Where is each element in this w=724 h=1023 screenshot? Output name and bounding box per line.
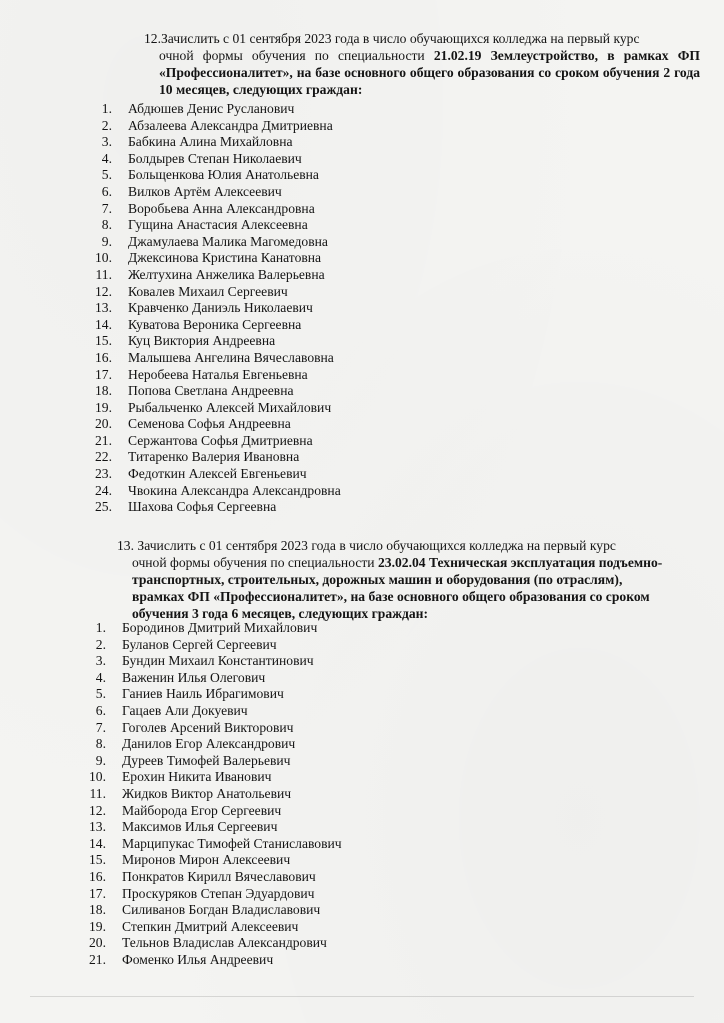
student-name: Сержантова Софья Дмитриевна — [128, 432, 313, 448]
student-name: Максимов Илья Сергеевич — [122, 819, 278, 835]
list-item-number: 20. — [95, 416, 112, 432]
student-name: Важенин Илья Олегович — [122, 669, 266, 685]
section-13-specialty: 23.02.04 Техническая эксплуатация подъемно-транспортных, строительных, дорожных машин и оборудования (по отраслям), врамках ФП «Профессионалитет» — [132, 555, 663, 604]
student-name: Рыбальченко Алексей Михайлович — [128, 399, 332, 415]
student-name: Ерохин Никита Иванович — [122, 769, 272, 785]
student-name: Силиванов Богдан Владиславович — [122, 902, 321, 918]
list-item-number: 2. — [95, 636, 106, 652]
list-item — [76, 101, 476, 118]
list-item-number: 13. — [89, 819, 106, 835]
student-name: Титаренко Валерия Ивановна — [128, 449, 300, 465]
list-item — [76, 151, 476, 168]
student-name: Неробеева Наталья Евгеньевна — [128, 366, 308, 382]
section-13-line1: Зачислить с 01 сентября 2023 года в число обучающихся колледжа на первый курс — [137, 538, 616, 553]
student-name: Больщенкова Юлия Анатольевна — [128, 167, 319, 183]
list-item — [76, 201, 476, 218]
list-item — [70, 952, 470, 969]
student-name: Ковалев Михаил Сергеевич — [128, 283, 288, 299]
list-item — [76, 134, 476, 151]
list-item-number: 10. — [95, 250, 112, 266]
student-name: Майборода Егор Сергеевич — [122, 802, 282, 818]
list-item-number: 17. — [95, 366, 112, 382]
student-name: Данилов Егор Александрович — [122, 736, 296, 752]
list-item-number: 4. — [101, 150, 112, 166]
list-item-number: 5. — [101, 167, 112, 183]
student-name: Джамулаева Малика Магомедовна — [128, 233, 328, 249]
list-item-number: 11. — [95, 266, 112, 282]
list-item — [76, 383, 476, 400]
list-item-number: 12. — [89, 802, 106, 818]
student-name: Малышева Ангелина Вячеславовна — [128, 349, 334, 365]
list-item — [70, 886, 470, 903]
list-item — [70, 703, 470, 720]
list-item-number: 18. — [95, 383, 112, 399]
student-name: Федоткин Алексей Евгеньевич — [128, 466, 307, 482]
list-item-number: 11. — [89, 785, 106, 801]
list-item-number: 20. — [89, 935, 106, 951]
list-item — [76, 284, 476, 301]
page-bottom-edge — [30, 996, 694, 997]
student-name: Бородинов Дмитрий Михайлович — [122, 620, 318, 635]
list-item-number: 7. — [101, 200, 112, 216]
student-name: Миронов Мирон Алексеевич — [122, 852, 291, 868]
list-item-number: 15. — [95, 333, 112, 349]
list-item-number: 13. — [95, 300, 112, 316]
list-item-number: 2. — [101, 117, 112, 133]
student-name: Болдырев Степан Николаевич — [128, 150, 302, 166]
student-name: Куватова Вероника Сергеевна — [128, 316, 302, 332]
section-12-first-line — [144, 30, 704, 47]
list-item — [70, 736, 470, 753]
list-item — [70, 803, 470, 820]
list-item-number: 4. — [95, 669, 106, 685]
student-name: Тельнов Владислав Александрович — [122, 935, 327, 951]
list-item — [76, 167, 476, 184]
list-item — [76, 367, 476, 384]
section-13-student-list — [70, 620, 470, 968]
list-item — [76, 317, 476, 334]
list-item-number: 5. — [95, 686, 106, 702]
section-12-text: очной формы обучения по специальности — [159, 48, 434, 63]
list-item — [70, 769, 470, 786]
list-item-number: 21. — [95, 432, 112, 448]
list-item — [70, 902, 470, 919]
list-item-number: 9. — [95, 752, 106, 768]
student-name: Бундин Михаил Константинович — [122, 653, 314, 669]
list-item — [70, 637, 470, 654]
list-item-number: 14. — [95, 316, 112, 332]
list-item-number: 3. — [101, 134, 112, 150]
list-item — [70, 919, 470, 936]
list-item-number: 1. — [95, 620, 106, 635]
student-name: Абдюшев Денис Русланович — [128, 101, 295, 116]
list-item — [76, 234, 476, 251]
section-12-line1: Зачислить с 01 сентября 2023 года в число обучающихся колледжа на первый курс — [161, 31, 640, 46]
list-item — [76, 400, 476, 417]
student-name: Воробьева Анна Александровна — [128, 200, 315, 216]
student-name: Дуреев Тимофей Валерьевич — [122, 752, 291, 768]
section-12-student-list — [76, 101, 476, 516]
section-12-body — [159, 47, 700, 98]
student-name: Вилков Артём Алексеевич — [128, 183, 282, 199]
student-name: Джексинова Кристина Канатовна — [128, 250, 322, 266]
section-13-text: очной формы обучения по специальности — [132, 555, 378, 570]
student-name: Фоменко Илья Андреевич — [122, 951, 274, 967]
list-item-number: 3. — [95, 653, 106, 669]
list-item — [70, 935, 470, 952]
list-item — [70, 720, 470, 737]
list-item — [76, 483, 476, 500]
list-item-number: 9. — [101, 233, 112, 249]
list-item — [70, 819, 470, 836]
student-name: Семенова Софья Андреевна — [128, 416, 291, 432]
list-item-number: 19. — [95, 399, 112, 415]
student-name: Буланов Сергей Сергеевич — [122, 636, 277, 652]
list-item-number: 21. — [89, 951, 106, 967]
list-item — [76, 300, 476, 317]
student-name: Ганиев Наиль Ибрагимович — [122, 686, 284, 702]
list-item-number: 22. — [95, 449, 112, 465]
list-item — [76, 416, 476, 433]
list-item — [70, 753, 470, 770]
student-name: Попова Светлана Андреевна — [128, 383, 294, 399]
list-item-number: 12. — [95, 283, 112, 299]
list-item — [70, 620, 470, 637]
list-item — [70, 869, 470, 886]
list-item — [70, 670, 470, 687]
section-13-body — [132, 554, 677, 622]
student-name: Проскуряков Степан Эдуардович — [122, 885, 315, 901]
list-item — [76, 333, 476, 350]
section-13-number: 13. — [117, 538, 134, 553]
list-item-number: 10. — [89, 769, 106, 785]
list-item — [76, 449, 476, 466]
student-name: Гацаев Али Докуевич — [122, 702, 248, 718]
list-item-number: 16. — [95, 349, 112, 365]
student-name: Марципукас Тимофей Станиславович — [122, 835, 342, 851]
section-12-specialty: 21.02.19 Землеустройство, в рамках ФП «Профессионалитет», на базе основного общего образования со сроком обучения 2 года 10 месяцев, следующих граждан: — [159, 48, 700, 97]
student-name: Желтухина Анжелика Валерьевна — [128, 266, 325, 282]
student-name: Шахова Софья Сергеевна — [128, 499, 277, 515]
student-name: Куц Виктория Андреевна — [128, 333, 276, 349]
student-name: Кравченко Даниэль Николаевич — [128, 300, 313, 316]
list-item-number: 8. — [101, 217, 112, 233]
student-name: Гущина Анастасия Алексеевна — [128, 217, 308, 233]
student-name: Жидков Виктор Анатольевич — [122, 785, 292, 801]
list-item-number: 17. — [89, 885, 106, 901]
section-13-first-line — [117, 537, 687, 554]
list-item — [76, 433, 476, 450]
list-item-number: 6. — [101, 183, 112, 199]
list-item-number: 16. — [89, 868, 106, 884]
list-item — [76, 350, 476, 367]
list-item-number: 8. — [95, 736, 106, 752]
section-13-tail: , на базе основного общего образования со сроком обучения 3 года 6 месяцев, следующих граждан: — [132, 589, 650, 621]
student-name: Бабкина Алина Михайловна — [128, 134, 293, 150]
list-item — [70, 653, 470, 670]
student-name: Понкратов Кирилл Вячеславович — [122, 868, 316, 884]
list-item — [76, 267, 476, 284]
list-item — [70, 836, 470, 853]
student-name: Степкин Дмитрий Алексеевич — [122, 918, 299, 934]
list-item-number: 6. — [95, 702, 106, 718]
list-item — [76, 118, 476, 135]
list-item — [70, 686, 470, 703]
section-12-number: 12. — [144, 31, 161, 46]
student-name: Чвокина Александра Александровна — [128, 482, 341, 498]
list-item — [70, 852, 470, 869]
student-name: Абзалеева Александра Дмитриевна — [128, 117, 333, 133]
student-name: Гоголев Арсений Викторович — [122, 719, 294, 735]
list-item-number: 15. — [89, 852, 106, 868]
list-item-number: 23. — [95, 466, 112, 482]
list-item-number: 18. — [89, 902, 106, 918]
list-item-number: 19. — [89, 918, 106, 934]
list-item — [70, 786, 470, 803]
list-item — [76, 184, 476, 201]
list-item-number: 25. — [95, 499, 112, 515]
list-item — [76, 466, 476, 483]
list-item-number: 24. — [95, 482, 112, 498]
list-item — [76, 217, 476, 234]
list-item-number: 14. — [89, 835, 106, 851]
list-item-number: 1. — [101, 101, 112, 116]
list-item — [76, 250, 476, 267]
list-item-number: 7. — [95, 719, 106, 735]
list-item — [76, 499, 476, 516]
